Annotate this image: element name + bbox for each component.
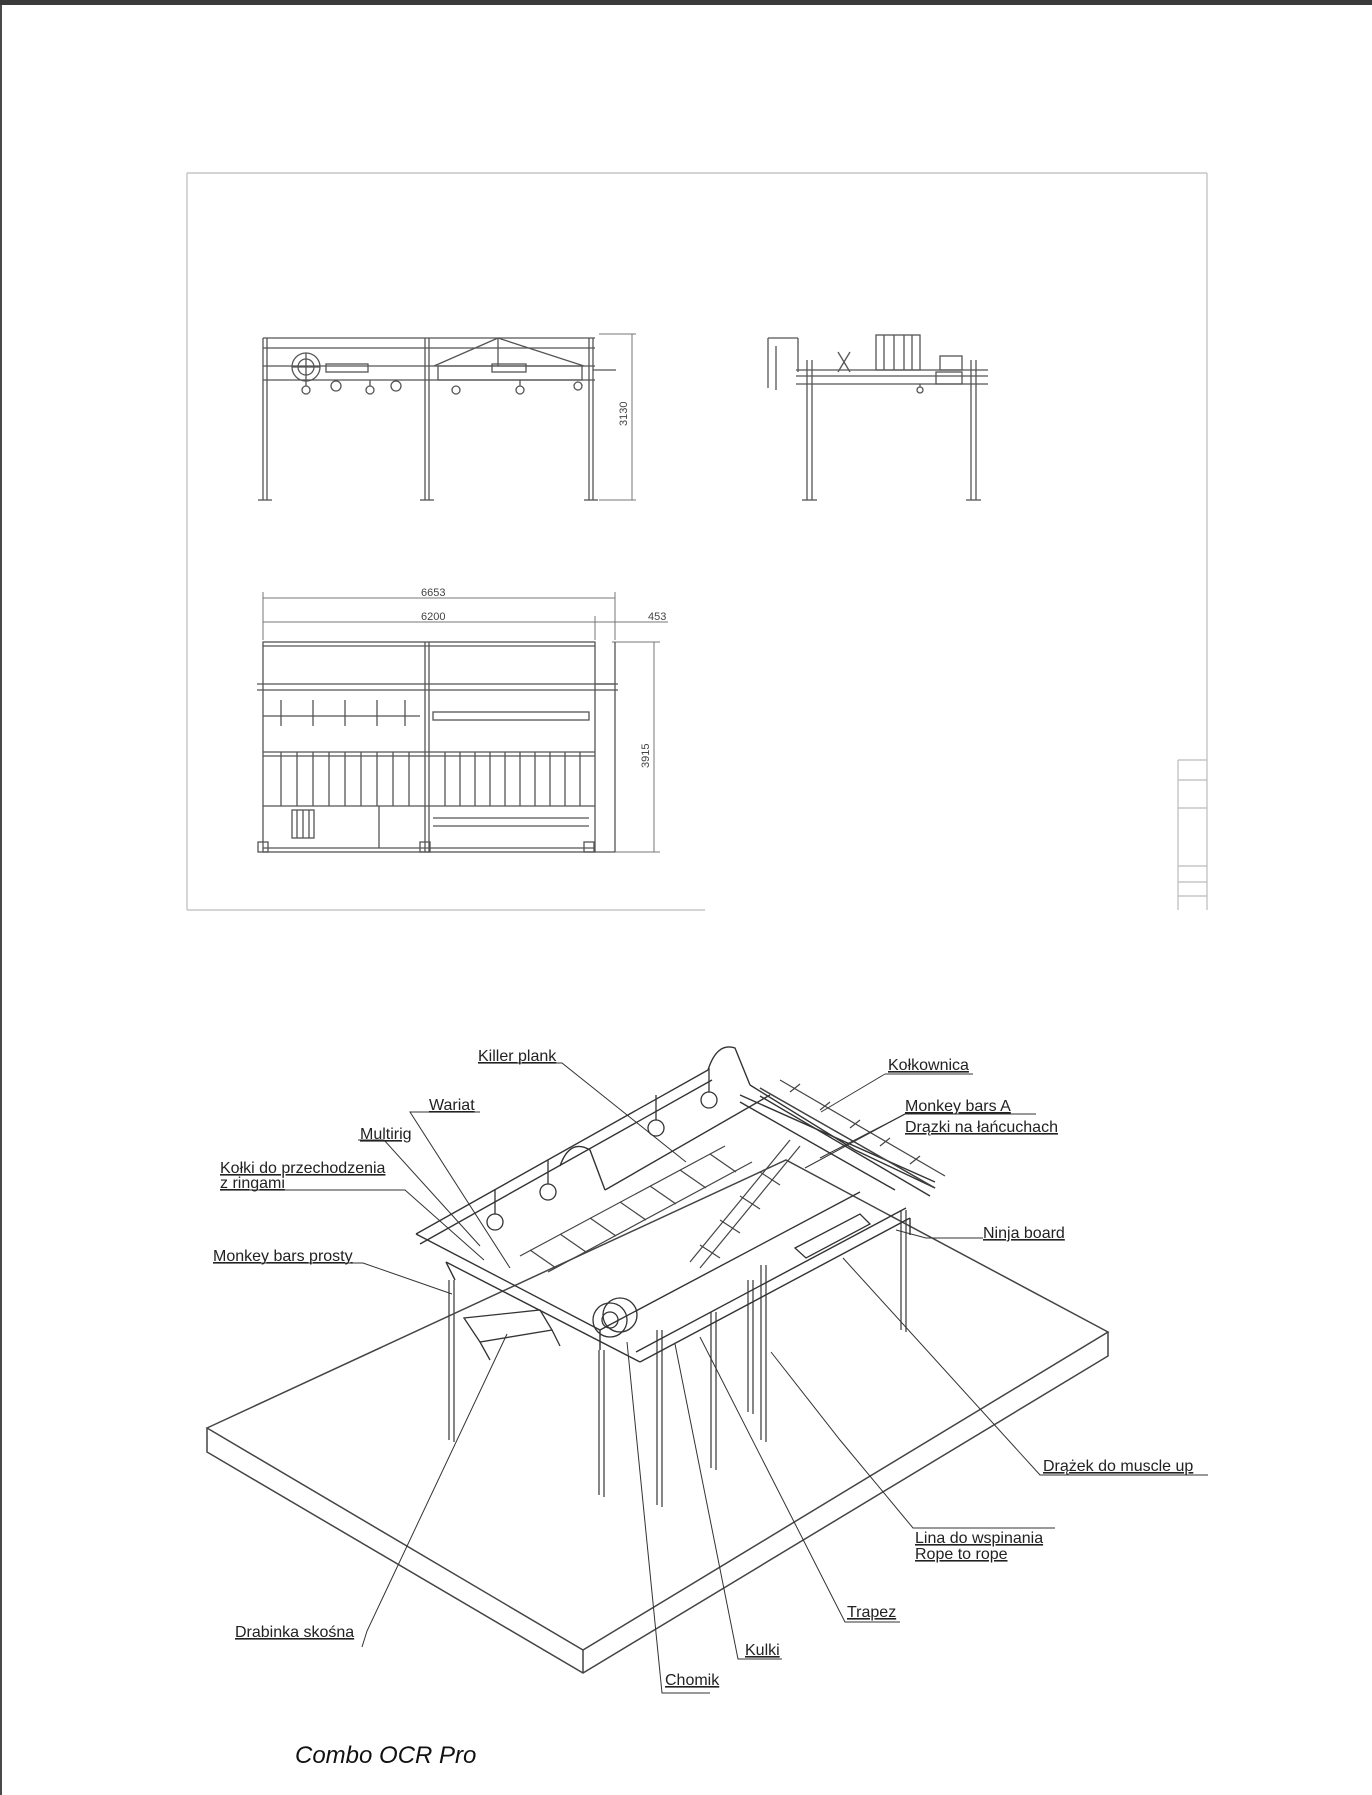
top-view [257,642,618,852]
label-drazki: Drązki na łańcuchach [905,1119,1058,1136]
top-view-bars-right [445,752,580,806]
label-drabinka: Drabinka skośna [235,1624,355,1641]
label-kulki: Kulki [745,1642,780,1659]
front-view [258,338,616,500]
label-killer-plank: Killer plank [478,1048,557,1065]
dim-total-width: 6653 [421,587,446,599]
dim-height-front: 3130 [618,401,630,426]
label-lina-line2: Rope to rope [915,1546,1008,1563]
label-monkey-bars-a: Monkey bars A [905,1098,1011,1115]
label-muscle-up: Drążek do muscle up [1043,1458,1194,1475]
drawing-caption: Combo OCR Pro [295,1742,477,1769]
label-chomik: Chomik [665,1672,720,1689]
label-monkey-bars-prosty: Monkey bars prosty [213,1248,353,1265]
sheet-frame [187,173,1207,910]
label-kolki-line2: z ringami [220,1175,285,1192]
label-kolki-line1: Kołki do przechodzenia [220,1160,386,1177]
top-view-bars-left [281,752,409,806]
label-multirig: Multirig [360,1126,412,1143]
label-lina-line1: Lina do wspinania [915,1530,1044,1547]
label-wariat: Wariat [429,1097,475,1114]
iso-rings [487,1068,717,1230]
label-trapez: Trapez [847,1604,897,1621]
top-view-dimensions [263,592,668,852]
dim-inner-width: 6200 [421,611,446,623]
label-kolkownica: Kołkownica [888,1057,969,1074]
dim-overhang: 453 [648,611,667,623]
dim-depth: 3915 [640,743,652,768]
label-ninja-board: Ninja board [983,1225,1065,1242]
side-view [768,335,988,500]
